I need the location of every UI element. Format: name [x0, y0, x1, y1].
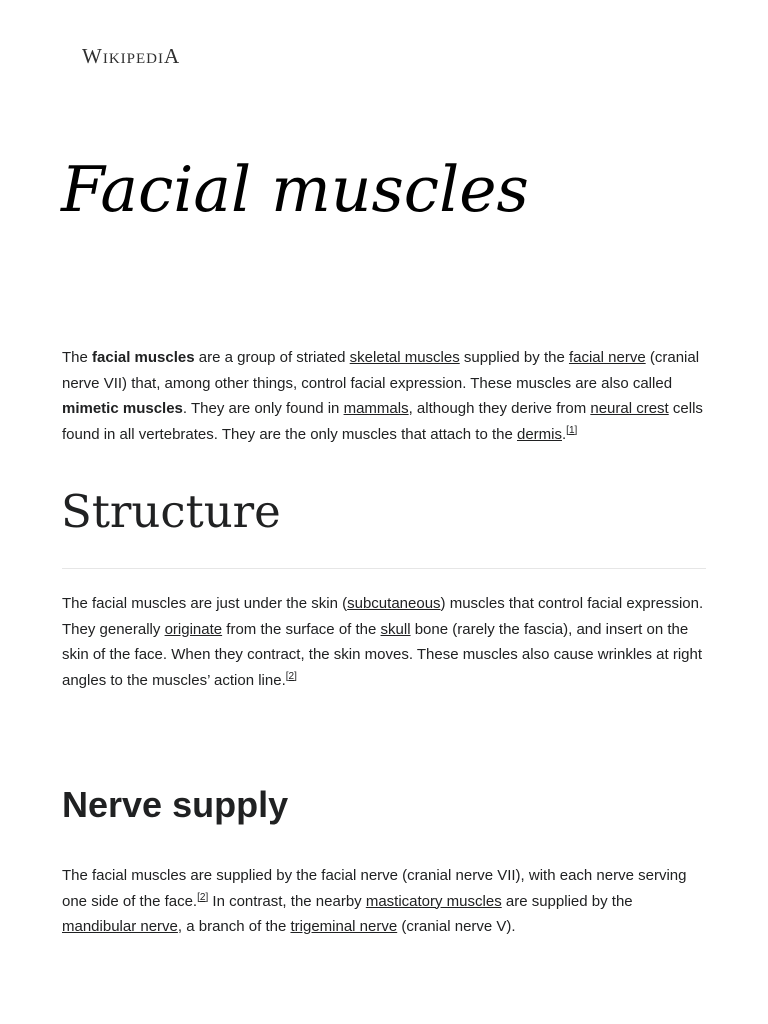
nerve-text: , a branch of the [177, 918, 291, 935]
structure-text: bone (rarely the fascia), and insert on the skin of the face. When they contract, the skin moves. These muscles also cause wrinkles at right angles to the muscles’ action line. [62, 620, 703, 689]
structure-paragraph [62, 591, 708, 693]
intro-text: are a group of striated [194, 349, 350, 366]
link-skeletal-muscles[interactable]: skeletal muscles [349, 349, 460, 366]
section-divider [62, 568, 706, 569]
structure-text: ) muscles that control facial expression. They generally [62, 595, 704, 638]
nerve-text: In contrast, the nearby [208, 892, 366, 910]
link-mandibular-nerve[interactable]: mandibular nerve [62, 918, 178, 935]
link-originate[interactable]: originate [164, 620, 223, 638]
intro-text: (cranial nerve VII) that, among other things, control facial expression. These muscles are also called [62, 349, 700, 392]
citation-link[interactable]: [2] [197, 891, 209, 903]
link-subcutaneous[interactable]: subcutaneous [347, 595, 441, 612]
citation-link[interactable]: [1] [566, 424, 578, 436]
link-neural-crest[interactable]: neural crest [590, 400, 669, 417]
nerve-supply-paragraph [62, 863, 708, 940]
structure-text: The facial muscles are just under the skin ( [62, 595, 348, 612]
citation-link[interactable]: [2] [285, 670, 297, 682]
wikipedia-logo[interactable] [82, 44, 180, 69]
structure-text: from the surface of the [222, 620, 381, 638]
intro-text: cells found in all vertebrates. They are the only muscles that attach to the [62, 400, 703, 443]
intro-text: The [62, 349, 93, 366]
section-heading-structure: Structure [61, 485, 281, 538]
intro-text: . [562, 425, 567, 443]
nerve-text: are supplied by the [501, 892, 633, 910]
link-skull[interactable]: skull [380, 620, 411, 638]
logo-letters-middle: IKIPEDI [102, 51, 164, 67]
bold-term-mimetic-muscles: mimetic muscles [62, 400, 183, 417]
logo-letter-w: W [82, 44, 103, 68]
logo-letter-a: A [163, 44, 181, 68]
link-facial-nerve[interactable]: facial nerve [568, 349, 646, 366]
citation-2[interactable] [197, 892, 208, 903]
nerve-text: The facial muscles are supplied by the facial nerve (cranial nerve VII), with each nerve serving one side of the face. [62, 867, 687, 910]
section-heading-nerve-supply: Nerve supply [62, 784, 289, 825]
link-trigeminal-nerve[interactable]: trigeminal nerve [290, 918, 398, 935]
link-mammals[interactable]: mammals [343, 400, 409, 417]
bold-term-facial-muscles: facial muscles [92, 349, 195, 366]
intro-text: supplied by the [459, 349, 569, 366]
citation-2[interactable] [286, 671, 297, 682]
link-masticatory-muscles[interactable]: masticatory muscles [365, 892, 502, 910]
intro-text: . They are only found in [182, 400, 344, 417]
intro-text: , although they derive from [408, 400, 591, 417]
intro-paragraph [62, 345, 708, 447]
link-dermis[interactable]: dermis [516, 425, 562, 443]
page-title: Facial muscles [61, 153, 529, 226]
citation-1[interactable] [566, 425, 577, 436]
nerve-text: (cranial nerve V). [397, 918, 516, 935]
